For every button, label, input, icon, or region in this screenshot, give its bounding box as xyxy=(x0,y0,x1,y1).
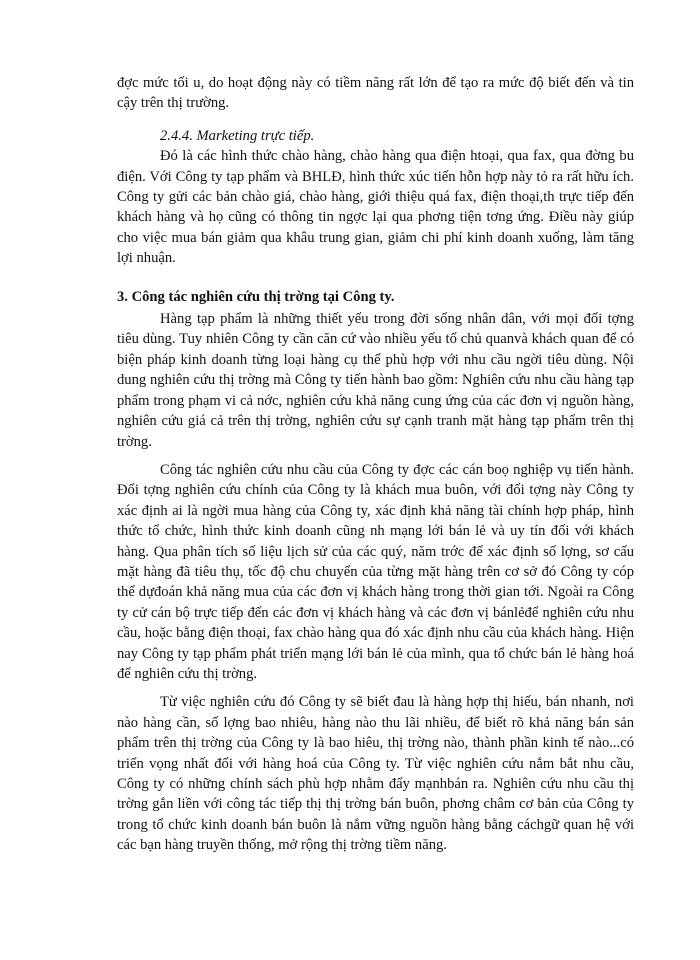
document-page xyxy=(117,73,634,856)
intro-paragraph: đợc mức tối u, do hoạt động này có tiềm năng rất lớn để tạo ra mức độ biết đến và tin cậy trên thị trường. xyxy=(117,75,634,112)
section-3-paragraph-1: Hàng tạp phẩm là những thiết yếu trong đời sống nhân dân, với mọi đối tợng tiêu dùng. Tuy nhiên Công ty cần căn cứ vào nhiều yếu tố chủ quanvà khách quan để có biện pháp kinh doanh từng loại hàng cụ thể phù hợp với nhu cầu ngời tiêu dùng. Nội dung nghiên cứu thị trờng mà Công ty tiến hành bao gồm: Nghiên cứu nhu cầu hàng tạp phẩm trong phạm vi cả nớc, nghiên cứu khả năng cung ứng của các đơn vị nguồn hàng, nghiên cứu giá cả trên thị trờng, nghiên cứu sự cạnh tranh mặt hàng tạp phẩm trên thị trờng. xyxy=(117,311,634,450)
section-2-4-4-paragraph: Đó là các hình thức chào hàng, chào hàng qua điện htoại, qua fax, qua đờng bu điện. Với Công ty tạp phẩm và BHLĐ, hình thức xúc tiến hỗn hợp này tỏ ra rất hữu ích. Công ty gửi các bản chào giá, chào hàng, giới thiệu quá fax, điện thoại,th trực tiếp đến khách hàng và họ cũng có thông tin ngợc lại qua phơng tiện tơng ứng. Điều này giúp cho việc mua bán giảm qua khâu trung gian, giảm chi phí kinh doanh xuống, làm tăng lợi nhuận. xyxy=(117,148,634,267)
section-3-paragraph-2: Công tác nghiên cứu nhu cầu của Công ty đợc các cán boọ nghiệp vụ tiến hành. Đối tợng nghiên cứu chính của Công ty là khách mua buôn, với đối tợng này Công ty xác định ai là ngời mua hàng của Công ty, xác định khả năng tài chính hợp pháp, hình thức tổ chức, hình thức kinh doanh cũng nh mạng lới bán lẻ và uy tín đối với khách hàng. Qua phân tích số liệu lịch sử của các quý, năm trớc để xác định số lợng, sơ cấu mặt hàng đã tiêu thụ, tốc độ chu chuyển của từng mặt hàng trên cơ sở đó Công ty cóp thể dựđoán khả năng mua của các đơn vị khách hàng trong thời gian tới. Ngoài ra Công ty cử cán bộ trực tiếp đến các đơn vị khách hàng và các đơn vị bánlẻđể nghiên cứu nhu cầu, hoặc bằng điện thoại, fax chào hàng qua đó xác định nhu cầu của khách hàng. Hiện nay Công ty tạp phẩm phát triển mạng lới bán lẻ của mình, qua tổ chức bán lẻ hàng hoá để nghiên cứu thị trờng. xyxy=(117,461,634,682)
section-3-paragraph-3: Từ việc nghiên cứu đó Công ty sẽ biết đau là hàng hợp thị hiếu, bán nhanh, nơi nào hàng cần, số lợng bao nhiêu, hàng nào thu lãi nhiều, để biết rõ khả năng bán sản phẩm trên thị trờng của Công ty là bao hiêu, thị trờng nào, thành phần kinh tế nào...có triển vọng nhất đối với hàng hoá của Công ty. Từ việc nghiên cứu nắm bắt nhu cầu, Công ty có những chính sách phù hợp nhằm đẩy mạnhbán ra. Nghiên cứu nhu cầu thị trờng gắn liền với công tác tiếp thị thị trờng bán buôn, phơng châm cơ bản của Công ty trong tổ chức kinh doanh bán buôn là nắm vững nguồn hàng bằng cáchgữ quan hệ với các bạn hàng truyền thống, mở rộng thị trờng tiềm năng. xyxy=(117,694,634,854)
section-2-4-4-title: 2.4.4. Marketing trực tiếp. xyxy=(160,127,315,144)
section-3-title: 3. Công tác nghiên cứu thị trờng tại Công ty. xyxy=(117,288,395,305)
